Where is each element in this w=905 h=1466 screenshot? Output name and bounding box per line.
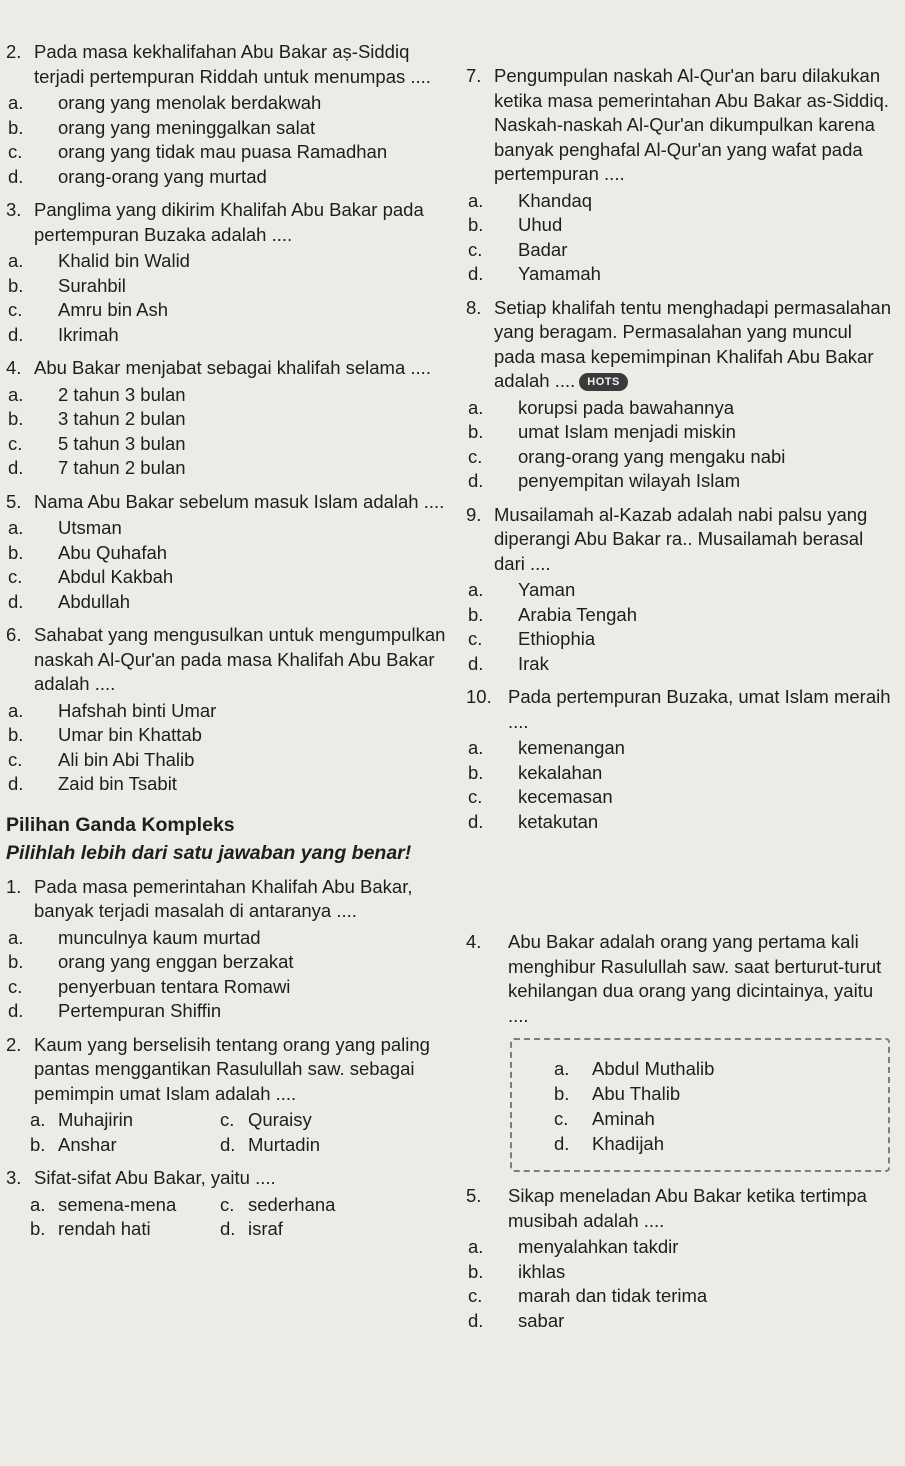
option-c[interactable]: c. Amru bin Ash: [8, 299, 169, 320]
question-number: 7.: [466, 65, 482, 86]
option-a[interactable]: a. Muhajirin: [30, 1109, 134, 1130]
question-9: [466, 503, 896, 577]
options-grid: [30, 1193, 451, 1242]
question-number: 3.: [6, 1167, 22, 1188]
right-column: [466, 64, 896, 1333]
option-d[interactable]: d. israf: [220, 1218, 283, 1239]
option-c[interactable]: c. Ethiophia: [468, 628, 596, 649]
complex-question-2: [6, 1033, 451, 1107]
option-d[interactable]: d. Zaid bin Tsabit: [8, 773, 177, 794]
section-instruction: Pilihlah lebih dari satu jawaban yang benar!: [6, 841, 412, 864]
option-c[interactable]: c. orang yang tidak mau puasa Ramadhan: [8, 141, 388, 162]
option-d[interactable]: d. Yamamah: [468, 263, 601, 284]
option-b[interactable]: b. kekalahan: [468, 761, 603, 783]
option-c[interactable]: c. sederhana: [220, 1193, 336, 1215]
complex-question-3: [6, 1166, 451, 1191]
option-c[interactable]: c. Badar: [468, 238, 568, 260]
question-text: Abu Bakar menjabat sebagai khalifah selama ....: [34, 357, 431, 378]
option-b[interactable]: b. orang yang enggan berzakat: [8, 951, 294, 972]
option-d[interactable]: d. Pertempuran Shiffin: [8, 1000, 222, 1021]
option-c[interactable]: c. penyerbuan tentara Romawi: [8, 975, 291, 997]
question-number: 5.: [6, 490, 22, 512]
option-d[interactable]: d. penyempitan wilayah Islam: [468, 470, 741, 491]
option-b[interactable]: b. Uhud: [468, 214, 563, 235]
option-a[interactable]: a. Khandaq: [468, 189, 593, 211]
question-text: Pengumpulan naskah Al-Qur'an baru dilakukan ketika masa pemerintahan Abu Bakar as-Siddiq. Naskah-naskah Al-Qur'an dikumpulkan karena banyak penghafal Al-Qur'an yang wafat pada pertempuran ....: [494, 65, 889, 184]
question-text: Musailamah al-Kazab adalah nabi palsu yang diperangi Abu Bakar ra.. Musailamah berasal dari ....: [494, 503, 868, 574]
question-number: 6.: [6, 624, 22, 645]
question-2: [6, 40, 451, 89]
option-b[interactable]: b. Anshar: [30, 1133, 117, 1155]
option-d[interactable]: d. 7 tahun 2 bulan: [8, 457, 186, 478]
question-text: Sikap meneladan Abu Bakar ketika tertimpa musibah adalah ....: [508, 1185, 867, 1231]
question-7: [466, 64, 896, 187]
question-text: Pada masa kekhalifahan Abu Bakar aṣ-Siddiq terjadi pertempuran Riddah untuk menumpas ....: [34, 41, 431, 87]
question-number: 2.: [6, 41, 22, 62]
option-c[interactable]: c. Ali bin Abi Thalib: [8, 748, 195, 770]
question-6: [6, 623, 451, 697]
option-d[interactable]: d. Murtadin: [220, 1133, 320, 1155]
question-text: Nama Abu Bakar sebelum masuk Islam adalah ....: [34, 490, 445, 512]
option-a[interactable]: a. menyalahkan takdir: [468, 1236, 679, 1257]
question-10: [466, 685, 896, 734]
option-a[interactable]: a. 2 tahun 3 bulan: [8, 383, 186, 405]
option-d[interactable]: d. ketakutan: [468, 810, 599, 832]
option-d[interactable]: d. Ikrimah: [8, 323, 119, 345]
question-text: Abu Bakar adalah orang yang pertama kali menghibur Rasulullah saw. saat berturut-turut kehilangan dua orang yang dicintainya, yaitu ....: [508, 931, 882, 1026]
option-c[interactable]: c. Abdul Kakbah: [8, 566, 174, 587]
option-b[interactable]: b. Arabia Tengah: [468, 603, 637, 625]
question-text: Panglima yang dikirim Khalifah Abu Bakar pada pertempuran Buzaka adalah ....: [34, 199, 424, 245]
question-text: Sahabat yang mengusulkan untuk mengumpulkan naskah Al-Qur'an pada masa Khalifah Abu Bakar adalah ....: [34, 624, 446, 694]
question-text: Pada masa pemerintahan Khalifah Abu Bakar, banyak terjadi masalah di antaranya ....: [34, 875, 413, 921]
question-text: Kaum yang berselisih tentang orang yang paling pantas menggantikan Rasulullah saw. sebagai pemimpin umat Islam adalah ....: [34, 1033, 430, 1104]
option-b[interactable]: b. rendah hati: [30, 1218, 151, 1239]
question-number: 3.: [6, 199, 22, 220]
option-a[interactable]: a. semena-mena: [30, 1193, 177, 1215]
option-a[interactable]: a. Abdul Muthalib: [554, 1058, 715, 1079]
question-number: 4.: [6, 357, 22, 378]
question-number: 1.: [6, 875, 22, 897]
option-d[interactable]: d. Irak: [468, 652, 549, 674]
question-3: [6, 198, 451, 247]
question-text: Sifat-sifat Abu Bakar, yaitu ....: [34, 1167, 276, 1188]
option-b[interactable]: b. Surahbil: [8, 274, 126, 296]
section-title: Pilihan Ganda Kompleks: [6, 813, 235, 836]
option-a[interactable]: a. Yaman: [468, 579, 576, 600]
option-c[interactable]: c. 5 tahun 3 bulan: [8, 432, 186, 454]
question-4: [6, 356, 451, 381]
option-c[interactable]: c. orang-orang yang mengaku nabi: [468, 445, 786, 467]
question-text: Pada pertempuran Buzaka, umat Islam meraih ....: [508, 686, 891, 732]
option-a[interactable]: a. kemenangan: [468, 737, 625, 758]
option-d[interactable]: d. orang-orang yang murtad: [8, 165, 267, 187]
option-d[interactable]: d. sabar: [468, 1309, 565, 1331]
option-b[interactable]: b. umat Islam menjadi miskin: [468, 421, 736, 442]
complex-question-4: [466, 930, 896, 1028]
option-a[interactable]: a. orang yang menolak berdakwah: [8, 92, 322, 113]
options-box: [510, 1038, 890, 1172]
option-d[interactable]: d. Khadijah: [554, 1133, 665, 1154]
option-c[interactable]: c. Aminah: [554, 1108, 655, 1129]
hots-badge: HOTS: [579, 373, 628, 391]
option-b[interactable]: b. ikhlas: [468, 1260, 566, 1282]
option-b[interactable]: b. orang yang meninggalkan salat: [8, 116, 316, 138]
complex-question-1: [6, 875, 451, 924]
option-a[interactable]: a. Utsman: [8, 517, 122, 538]
question-number: 8.: [466, 296, 482, 318]
option-b[interactable]: b. Abu Quhafah: [8, 541, 168, 563]
option-d[interactable]: d. Abdullah: [8, 590, 131, 612]
question-number: 5.: [466, 1185, 482, 1206]
option-a[interactable]: a. Hafshah binti Umar: [8, 699, 217, 721]
left-column: [6, 40, 451, 1242]
option-b[interactable]: b. Umar bin Khattab: [8, 724, 202, 745]
option-a[interactable]: a. korupsi pada bawahannya: [468, 396, 734, 418]
question-text: Setiap khalifah tentu menghadapi permasalahan yang beragam. Permasalahan yang muncul pada masa kepemimpinan Khalifah Abu Bakar adalah .... HOTS: [494, 296, 892, 391]
option-c[interactable]: c. Quraisy: [220, 1109, 312, 1130]
complex-question-5: [466, 1184, 896, 1233]
option-b[interactable]: b. Abu Thalib: [554, 1083, 681, 1104]
option-b[interactable]: b. 3 tahun 2 bulan: [8, 408, 186, 429]
question-number: 9.: [466, 503, 482, 525]
question-5: [6, 490, 451, 515]
option-c[interactable]: c. marah dan tidak terima: [468, 1285, 708, 1306]
option-c[interactable]: c. kecemasan: [468, 786, 613, 807]
question-number: 2.: [6, 1033, 22, 1055]
question-number: 10.: [466, 686, 492, 707]
question-number: 4.: [466, 931, 482, 952]
question-8: [466, 296, 896, 394]
option-a[interactable]: a. munculnya kaum murtad: [8, 926, 261, 948]
option-a[interactable]: a. Khalid bin Walid: [8, 250, 190, 271]
options-grid: [30, 1108, 451, 1157]
